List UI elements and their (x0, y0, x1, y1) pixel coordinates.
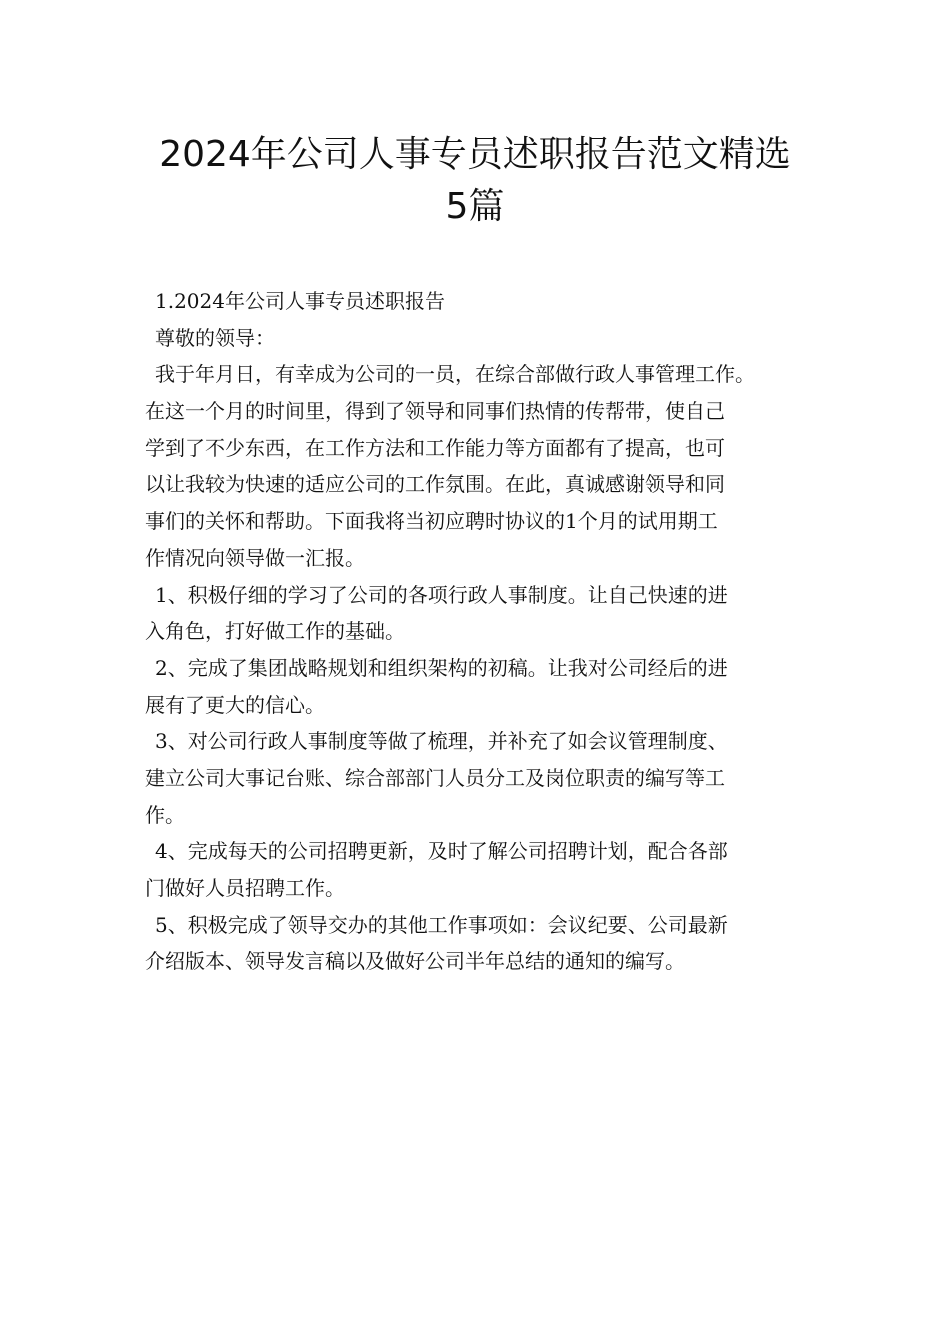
list-item-line: 1、积极仔细的学习了公司的各项行政人事制度。让自己快速的进 (155, 582, 728, 607)
list-item-line: 展有了更大的信心。 (145, 692, 325, 717)
list-item-line: 入角色，打好做工作的基础。 (145, 619, 405, 644)
section-heading: 1.2024年公司人事专员述职报告 (155, 289, 445, 313)
list-item-line: 作。 (145, 802, 185, 827)
salutation: 尊敬的领导： (155, 325, 275, 350)
list-item-line: 3、对公司行政人事制度等做了梳理，并补充了如会议管理制度、 (155, 729, 728, 754)
list-item-line: 门做好人员招聘工作。 (145, 876, 345, 900)
paragraph-line: 事们的关怀和帮助。下面我将当初应聘时协议的1个月的试用期工 (145, 509, 718, 534)
list-item-line: 5、积极完成了领导交办的其他工作事项如：会议纪要、公司最新 (155, 912, 728, 937)
paragraph-line: 以让我较为快速的适应公司的工作氛围。在此，真诚感谢领导和同 (145, 472, 725, 497)
paragraph-line: 作情况向领导做一汇报。 (145, 545, 365, 570)
list-item-line: 介绍版本、领导发言稿以及做好公司半年总结的通知的编写。 (145, 949, 685, 974)
paragraph-line: 在这一个月的时间里，得到了领导和同事们热情的传帮带，使自己 (145, 399, 725, 424)
paragraph-line: 我于年月日，有幸成为公司的一员，在综合部做行政人事管理工作。 (155, 362, 755, 387)
list-item-line: 4、完成每天的公司招聘更新，及时了解公司招聘计划，配合各部 (155, 839, 728, 864)
document-body (145, 283, 825, 980)
list-item-line: 建立公司大事记台账、综合部部门人员分工及岗位职责的编写等工 (145, 765, 725, 790)
document-title-line-2: 5篇 (445, 186, 505, 227)
document-title-line-1: 2024年公司人事专员述职报告范文精选 (159, 134, 791, 175)
paragraph-line: 学到了不少东西，在工作方法和工作能力等方面都有了提高，也可 (145, 435, 725, 460)
list-item-line: 2、完成了集团战略规划和组织架构的初稿。让我对公司经后的进 (155, 655, 728, 680)
